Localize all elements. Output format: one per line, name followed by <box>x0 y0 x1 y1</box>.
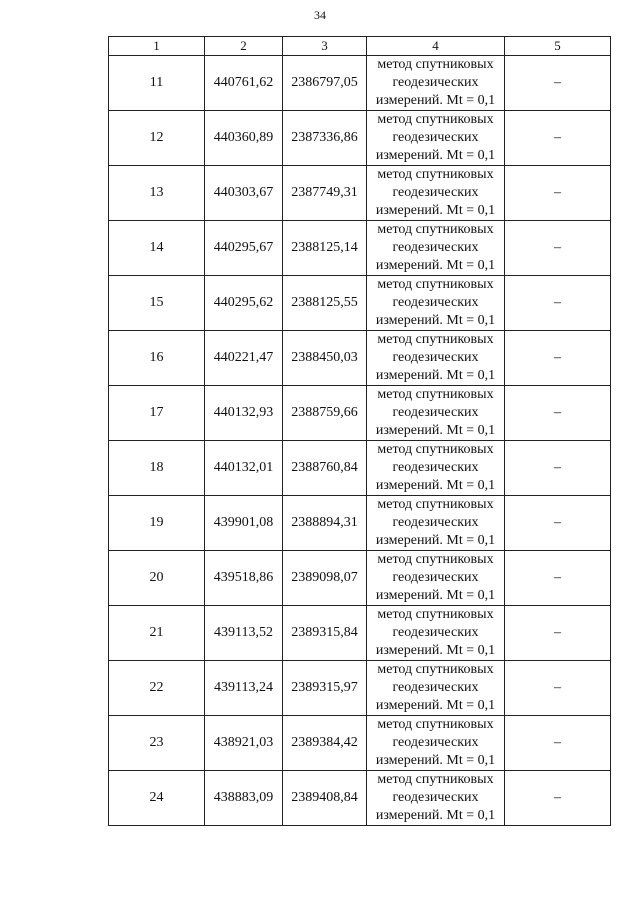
table-body <box>109 56 611 826</box>
table-header-row <box>109 37 611 56</box>
method-line: метод спутниковых <box>377 277 494 292</box>
method-line: измерений. Mt = 0,1 <box>375 423 496 438</box>
note-cell: – <box>505 56 611 111</box>
point-number-cell: 22 <box>109 661 205 716</box>
point-number-cell: 16 <box>109 331 205 386</box>
column-header-4: 4 <box>367 37 505 56</box>
point-number-cell: 13 <box>109 166 205 221</box>
point-number-cell: 11 <box>109 56 205 111</box>
method-cell <box>367 496 505 551</box>
note-cell: – <box>505 441 611 496</box>
note-cell: – <box>505 111 611 166</box>
table-row <box>109 441 611 496</box>
y-coordinate-cell: 2389408,84 <box>283 771 367 826</box>
table-row <box>109 771 611 826</box>
note-cell: – <box>505 661 611 716</box>
method-line: геодезических <box>392 625 479 640</box>
method-line: геодезических <box>392 515 479 530</box>
note-cell: – <box>505 221 611 276</box>
y-coordinate-cell: 2388894,31 <box>283 496 367 551</box>
table-row <box>109 716 611 771</box>
method-line: измерений. Mt = 0,1 <box>375 643 496 658</box>
page-number: 34 <box>314 8 326 22</box>
column-header-3: 3 <box>283 37 367 56</box>
point-number-cell: 18 <box>109 441 205 496</box>
point-number-cell: 15 <box>109 276 205 331</box>
note-cell: – <box>505 771 611 826</box>
point-number-cell: 12 <box>109 111 205 166</box>
note-cell: – <box>505 606 611 661</box>
method-line: метод спутниковых <box>377 607 494 622</box>
y-coordinate-cell: 2389315,84 <box>283 606 367 661</box>
method-cell <box>367 386 505 441</box>
method-line: измерений. Mt = 0,1 <box>375 588 496 603</box>
coordinates-table <box>108 36 611 826</box>
table-row <box>109 276 611 331</box>
method-cell <box>367 606 505 661</box>
y-coordinate-cell: 2388759,66 <box>283 386 367 441</box>
table-row <box>109 166 611 221</box>
x-coordinate-cell: 440295,67 <box>205 221 283 276</box>
y-coordinate-cell: 2387336,86 <box>283 111 367 166</box>
y-coordinate-cell: 2389384,42 <box>283 716 367 771</box>
method-cell <box>367 551 505 606</box>
y-coordinate-cell: 2388125,14 <box>283 221 367 276</box>
x-coordinate-cell: 440295,62 <box>205 276 283 331</box>
x-coordinate-cell: 440132,01 <box>205 441 283 496</box>
method-line: геодезических <box>392 735 479 750</box>
method-line: метод спутниковых <box>377 222 494 237</box>
point-number-cell: 23 <box>109 716 205 771</box>
method-cell <box>367 111 505 166</box>
method-line: метод спутниковых <box>377 387 494 402</box>
method-line: геодезических <box>392 295 479 310</box>
method-cell <box>367 166 505 221</box>
table-row <box>109 386 611 441</box>
table-row <box>109 56 611 111</box>
method-line: измерений. Mt = 0,1 <box>375 368 496 383</box>
method-line: метод спутниковых <box>377 112 494 127</box>
y-coordinate-cell: 2388450,03 <box>283 331 367 386</box>
method-line: метод спутниковых <box>377 662 494 677</box>
method-line: измерений. Mt = 0,1 <box>375 753 496 768</box>
method-line: метод спутниковых <box>377 57 494 72</box>
column-header-5: 5 <box>505 37 611 56</box>
method-line: измерений. Mt = 0,1 <box>375 148 496 163</box>
point-number-cell: 21 <box>109 606 205 661</box>
note-cell: – <box>505 716 611 771</box>
y-coordinate-cell: 2388760,84 <box>283 441 367 496</box>
y-coordinate-cell: 2388125,55 <box>283 276 367 331</box>
note-cell: – <box>505 386 611 441</box>
method-line: геодезических <box>392 405 479 420</box>
method-line: измерений. Mt = 0,1 <box>375 698 496 713</box>
y-coordinate-cell: 2386797,05 <box>283 56 367 111</box>
method-line: метод спутниковых <box>377 772 494 787</box>
method-line: геодезических <box>392 680 479 695</box>
table-row <box>109 221 611 276</box>
method-line: метод спутниковых <box>377 332 494 347</box>
x-coordinate-cell: 439518,86 <box>205 551 283 606</box>
method-line: геодезических <box>392 350 479 365</box>
y-coordinate-cell: 2387749,31 <box>283 166 367 221</box>
method-line: геодезических <box>392 130 479 145</box>
x-coordinate-cell: 440221,47 <box>205 331 283 386</box>
table-row <box>109 551 611 606</box>
note-cell: – <box>505 551 611 606</box>
method-line: геодезических <box>392 570 479 585</box>
y-coordinate-cell: 2389098,07 <box>283 551 367 606</box>
column-header-1: 1 <box>109 37 205 56</box>
x-coordinate-cell: 440132,93 <box>205 386 283 441</box>
method-line: геодезических <box>392 460 479 475</box>
method-cell <box>367 221 505 276</box>
method-cell <box>367 716 505 771</box>
y-coordinate-cell: 2389315,97 <box>283 661 367 716</box>
method-line: измерений. Mt = 0,1 <box>375 533 496 548</box>
x-coordinate-cell: 439113,52 <box>205 606 283 661</box>
method-line: метод спутниковых <box>377 442 494 457</box>
method-line: измерений. Mt = 0,1 <box>375 313 496 328</box>
method-line: измерений. Mt = 0,1 <box>375 478 496 493</box>
method-line: геодезических <box>392 185 479 200</box>
method-cell <box>367 331 505 386</box>
note-cell: – <box>505 496 611 551</box>
method-cell <box>367 56 505 111</box>
table-row <box>109 496 611 551</box>
x-coordinate-cell: 440761,62 <box>205 56 283 111</box>
x-coordinate-cell: 438921,03 <box>205 716 283 771</box>
method-cell <box>367 661 505 716</box>
method-line: метод спутниковых <box>377 717 494 732</box>
table-row <box>109 111 611 166</box>
table-row <box>109 606 611 661</box>
note-cell: – <box>505 276 611 331</box>
method-line: измерений. Mt = 0,1 <box>375 203 496 218</box>
x-coordinate-cell: 440303,67 <box>205 166 283 221</box>
point-number-cell: 14 <box>109 221 205 276</box>
note-cell: – <box>505 166 611 221</box>
x-coordinate-cell: 438883,09 <box>205 771 283 826</box>
x-coordinate-cell: 439113,24 <box>205 661 283 716</box>
method-line: геодезических <box>392 240 479 255</box>
x-coordinate-cell: 440360,89 <box>205 111 283 166</box>
method-line: геодезических <box>392 790 479 805</box>
table-row <box>109 331 611 386</box>
method-line: метод спутниковых <box>377 552 494 567</box>
method-line: метод спутниковых <box>377 167 494 182</box>
point-number-cell: 24 <box>109 771 205 826</box>
method-cell <box>367 441 505 496</box>
method-line: измерений. Mt = 0,1 <box>375 808 496 823</box>
method-cell <box>367 771 505 826</box>
column-header-2: 2 <box>205 37 283 56</box>
method-line: измерений. Mt = 0,1 <box>375 93 496 108</box>
point-number-cell: 19 <box>109 496 205 551</box>
note-cell: – <box>505 331 611 386</box>
method-line: геодезических <box>392 75 479 90</box>
x-coordinate-cell: 439901,08 <box>205 496 283 551</box>
method-cell <box>367 276 505 331</box>
point-number-cell: 17 <box>109 386 205 441</box>
method-line: измерений. Mt = 0,1 <box>375 258 496 273</box>
table-row <box>109 661 611 716</box>
method-line: метод спутниковых <box>377 497 494 512</box>
point-number-cell: 20 <box>109 551 205 606</box>
